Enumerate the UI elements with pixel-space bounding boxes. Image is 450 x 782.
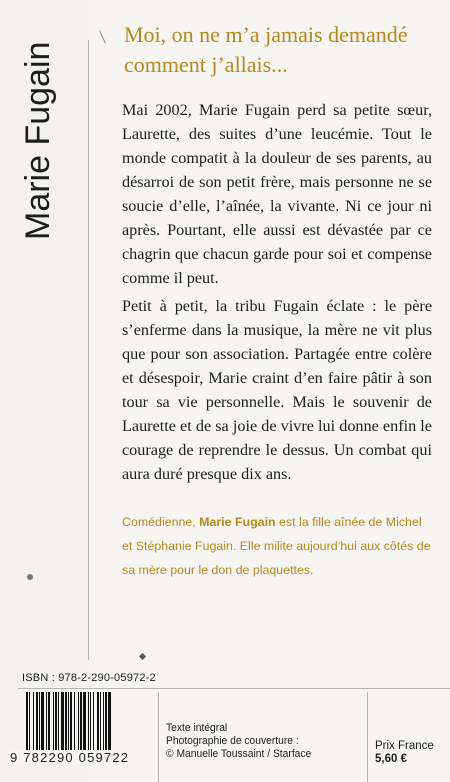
decorative-tick: [99, 30, 106, 43]
bio-prefix: Comédienne,: [122, 515, 200, 529]
spine-divider: [88, 40, 89, 660]
synopsis-paragraph-2: Petit à petit, la tribu Fugain éclate : le père s’enferme dans la musique, la mère ne vit plus que pour son association. Partagée entre colère et désespoir, Marie craint d’en faire pâtir à son tour sa vie personnelle. Mais le souvenir de Laurette et de sa joie de vivre lui donne enfin le courage de reprendre le dessus. Un combat qui aura duré presque dix ans.: [122, 297, 432, 483]
back-cover-title: Moi, on ne m’a jamais demandé comment j’allais...: [124, 22, 408, 77]
author-bio: [122, 510, 432, 582]
spine-dot: [27, 574, 33, 580]
price-block: [375, 740, 434, 766]
synopsis-paragraph-1: Mai 2002, Marie Fugain perd sa petite sœur, Laurette, des suites d’une leucémie. Tout le monde compatit à la douleur de ses parents, au désarroi de son petit frère, mais personne ne se soucie d’elle, l’aînée, la vivante. Ni ce jour ni après. Pourtant, elle aussi est dévastée par ce chagrin que chacun garde pour soi et compense comme il peut.: [122, 101, 432, 287]
credits-line-3: © Manuelle Toussaint / Starface: [166, 748, 312, 760]
price-label: Prix France: [375, 740, 434, 752]
spine-author-name: Marie Fugain: [19, 41, 57, 240]
bio-author-name: Marie Fugain: [199, 515, 276, 529]
footer-separator-right: [367, 692, 368, 782]
spine-author-wrap: [18, 20, 58, 240]
barcode-bars: [24, 692, 152, 754]
barcode-digits: 9 782290 059722: [10, 750, 130, 765]
bio-suffix: est la fille aînée de Michel et Stéphanie Fugain. Elle milite aujourd’hui aux côtés de sa mère pour le don de plaquettes.: [122, 515, 431, 577]
footer-divider: [18, 688, 450, 689]
credits-block: [166, 722, 311, 761]
decorative-mark: [139, 653, 146, 660]
credits-line-2: Photographie de couverture :: [166, 735, 299, 747]
price-amount: 5,60 €: [375, 753, 407, 765]
isbn-label: ISBN : 978-2-290-05972-2: [22, 672, 156, 684]
credits-line-1: Texte intégral: [166, 722, 228, 734]
footer-separator-left: [158, 692, 159, 782]
